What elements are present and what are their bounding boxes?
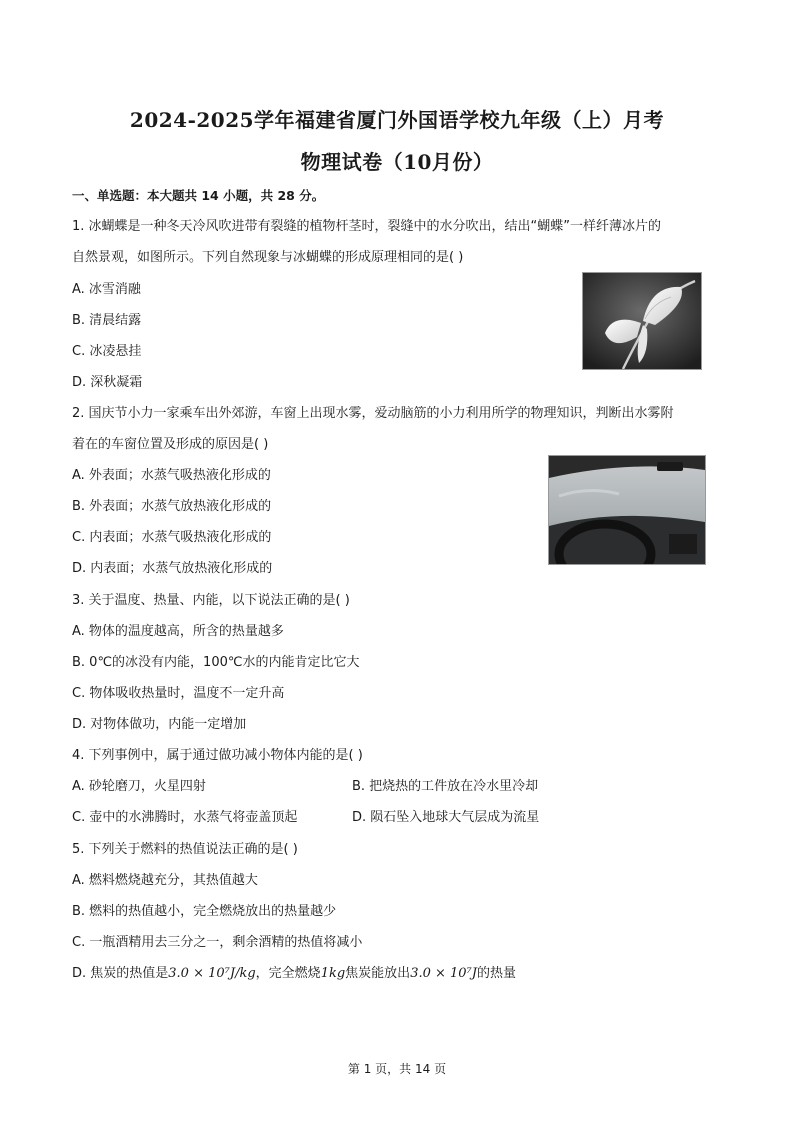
q1-option-b: B. 清晨结露 [72,313,142,328]
q5-option-c: C. 一瓶酒精用去三分之一，剩余酒精的热值将减小 [72,935,363,950]
q1-stem-line1: 1. 冰蝴蝶是一种冬天冷风吹进带有裂缝的植物杆茎时，裂缝中的水分吹出，结出“蝴蝶”一样纤薄冰片的 [72,219,662,234]
q5-option-d-middle: ，完全燃烧 [255,966,321,981]
q3-option-d: D. 对物体做功，内能一定增加 [72,717,247,732]
q3-stem: 3. 关于温度、热量、内能，以下说法正确的是( ) [72,593,350,608]
q5-stem: 5. 下列关于燃料的热值说法正确的是( ) [72,842,298,857]
q5-option-d-heat-value: 3.0 × 10⁷J/kg [168,966,256,981]
q1-option-d: D. 深秋凝霜 [72,375,143,390]
q2-option-c: C. 内表面；水蒸气吸热液化形成的 [72,530,272,545]
q5-option-d-heat-released: 3.0 × 10⁷J [410,966,477,981]
q5-option-d [72,965,516,983]
q2-option-d: D. 内表面；水蒸气放热液化形成的 [72,561,273,576]
q5-option-d-suffix: 的热量 [476,966,516,981]
q3-option-a: A. 物体的温度越高，所含的热量越多 [72,624,284,639]
exam-title-line2: 物理试卷（10月份） [300,150,494,174]
page-number-footer: 第 1 页，共 14 页 [347,1062,447,1076]
ice-butterfly-photo [582,272,702,370]
q3-option-b: B. 0℃的冰没有内能，100℃水的内能肯定比它大 [72,655,360,670]
q2-option-a: A. 外表面；水蒸气吸热液化形成的 [72,468,271,483]
foggy-windshield-photo [548,455,706,565]
section-heading: 一、单选题：本大题共 14 小题，共 28 分。 [72,188,325,203]
q1-option-c: C. 冰凌悬挂 [72,344,142,359]
q2-option-b: B. 外表面；水蒸气放热液化形成的 [72,499,272,514]
q4-stem: 4. 下列事例中，属于通过做功减小物体内能的是( ) [72,748,363,763]
exam-title-line1: 2024-2025学年福建省厦门外国语学校九年级（上）月考 [129,108,665,132]
q5-option-a: A. 燃料燃烧越充分，其热值越大 [72,873,258,888]
q4-option-b: B. 把烧热的工件放在冷水里冷却 [352,779,539,794]
q5-option-b: B. 燃料的热值越小，完全燃烧放出的热量越少 [72,904,337,919]
q4-option-a: A. 砂轮磨刀，火星四射 [72,779,206,794]
q5-option-d-prefix: D. 焦炭的热值是 [72,966,169,981]
q1-stem-line2: 自然景观，如图所示。下列自然现象与冰蝴蝶的形成原理相同的是( ) [72,250,464,265]
q4-option-c: C. 壶中的水沸腾时，水蒸气将壶盖顶起 [72,810,298,825]
q1-option-a: A. 冰雪消融 [72,282,141,297]
q3-option-c: C. 物体吸收热量时，温度不一定升高 [72,686,285,701]
q4-option-d: D. 陨石坠入地球大气层成为流星 [352,810,540,825]
q5-option-d-middle2: 焦炭能放出 [345,966,411,981]
q2-stem-line1: 2. 国庆节小力一家乘车出外郊游，车窗上出现水雾，爱动脑筋的小力利用所学的物理知识，判断出水雾附 [72,406,674,421]
q2-stem-line2: 着在的车窗位置及形成的原因是( ) [72,437,269,452]
q5-option-d-mass: 1kg [320,966,346,981]
